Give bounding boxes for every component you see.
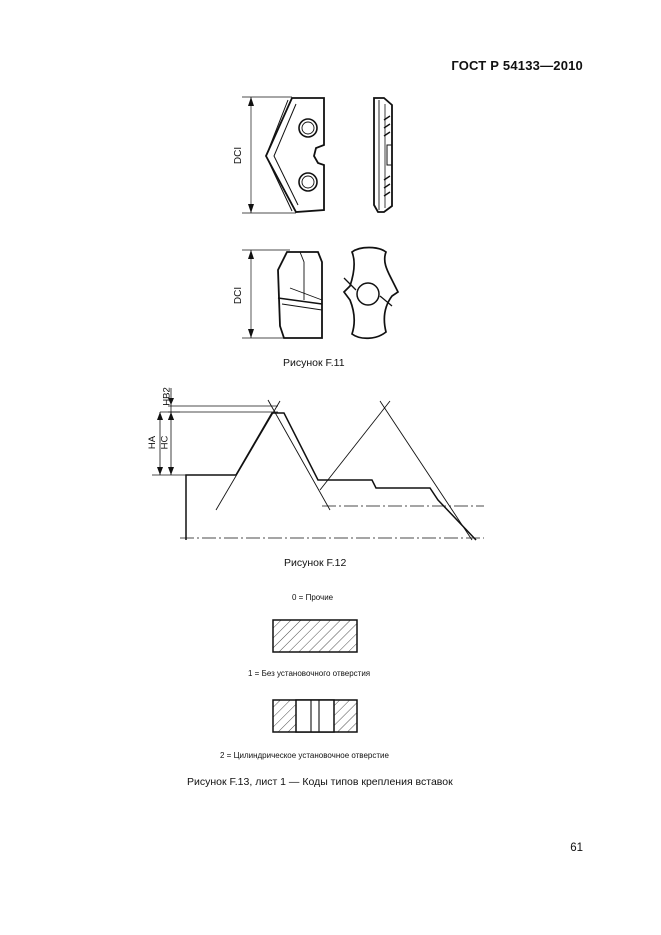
f13-code1-label: 1 = Без установочного отверстия bbox=[248, 669, 371, 678]
f13-code2-cylindrical-hole bbox=[273, 700, 357, 732]
document-standard-header: ГОСТ Р 54133—2010 bbox=[451, 58, 583, 73]
f11-insert-second-view bbox=[242, 250, 322, 338]
f13-code1-no-hole bbox=[273, 620, 357, 652]
f11-insert-side-view bbox=[374, 98, 392, 212]
f13-code2-label: 2 = Цилиндрическое установочное отверстие bbox=[220, 751, 389, 760]
f13-caption: Рисунок F.13, лист 1 — Коды типов крепления вставок bbox=[187, 776, 453, 788]
f12-profile-diagram bbox=[152, 388, 484, 540]
page-number: 61 bbox=[570, 842, 583, 854]
f12-ha-label: HA bbox=[147, 435, 159, 450]
f11-insert-front-view bbox=[242, 97, 324, 213]
f11-caption: Рисунок F.11 bbox=[283, 357, 345, 369]
f13-code0-label: 0 = Прочие bbox=[292, 593, 334, 602]
f12-hc-label: HC bbox=[159, 435, 171, 450]
f11-insert-top-view bbox=[344, 248, 398, 339]
f11-dci-label-top: DCI bbox=[233, 146, 245, 165]
f11-dci-label-bottom: DCI bbox=[233, 286, 245, 305]
f12-hb2-label: HB2 bbox=[161, 387, 173, 406]
f12-caption: Рисунок F.12 bbox=[284, 557, 347, 569]
